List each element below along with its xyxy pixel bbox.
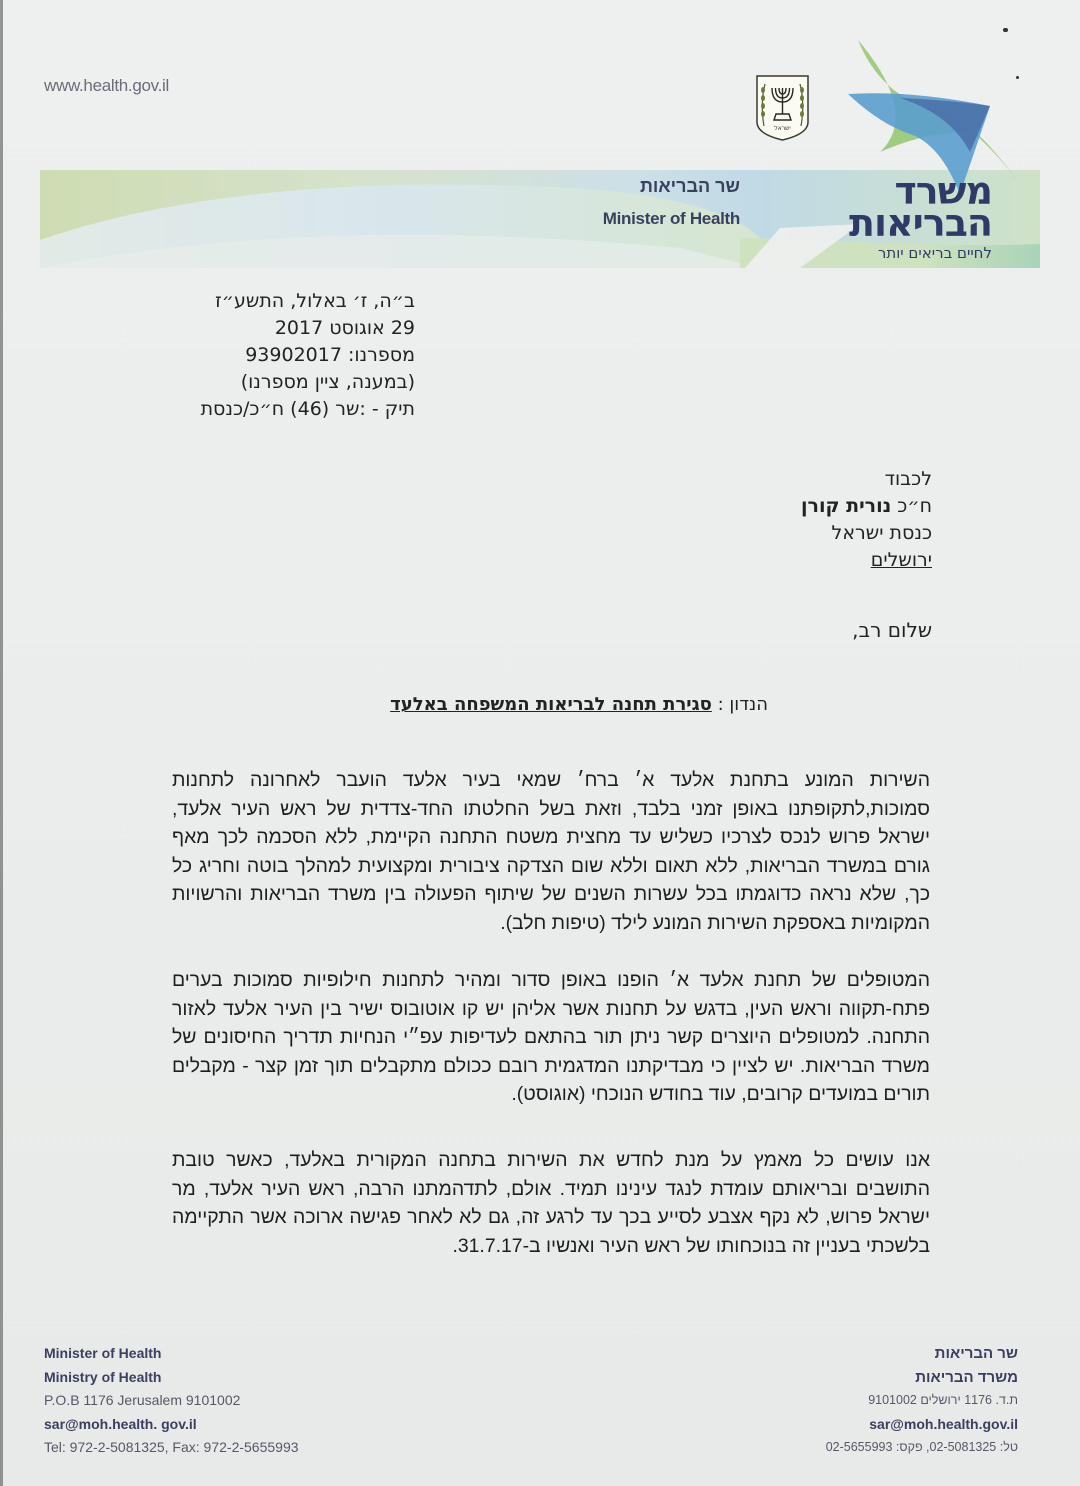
footer-english (44, 1342, 299, 1460)
website-url: www.health.gov.il (44, 76, 169, 95)
scan-speck (1003, 28, 1008, 32)
footer-minister-he: שר הבריאות (934, 1345, 1018, 1362)
gregorian-date: 29 אוגוסט 2017 (274, 317, 415, 339)
footer-ministry-en: Ministry of Health (44, 1368, 162, 1385)
file-reference: תיק - :שר (46) ח״כ/כנסת (200, 398, 415, 420)
reply-note: (במענה, ציין מספרנו) (240, 371, 415, 393)
hebrew-date: ב״ה, ז׳ באלול, התשע״ז (215, 290, 415, 312)
greeting: שלום רב, (852, 618, 932, 642)
logo-tagline: לחיים בריאים יותר (877, 244, 992, 262)
letter-metadata (170, 288, 415, 423)
minister-title-english: Minister of Health (602, 209, 740, 228)
subject-label: הנדון : (717, 694, 768, 715)
svg-text:ישראל: ישראל (774, 125, 791, 132)
footer-hebrew (826, 1342, 1018, 1460)
salutation: לכבוד (884, 468, 932, 490)
body-paragraph: אנו עושים כל מאמץ על מנת לחדש את השירות בתחנה המקורית באלעד, כאשר טובת התושבים ובריאותם עומדת לנגד עינינו תמיד. אולם, לתדהמתנו הרבה, ראש העיר אלעד, מר ישראל פרוש, לא נקף אצבע לסייע בכך עד לרגע זה, גם לא לאחר פגישה ארוכה אשר התקיימה בלשכתי בעניין זה בנוכחותו של ראש העיר ואנשיו ב-31.7.17. (172, 1149, 930, 1257)
ministry-logo-text (848, 169, 992, 262)
subject-line (390, 694, 768, 715)
addressee-name: נורית קורן (801, 495, 892, 517)
reference-number: מספרנו: 93902017 (245, 344, 415, 366)
addressee-institution: כנסת ישראל (831, 522, 932, 544)
footer-phones-en: Tel: 972-2-5081325, Fax: 972-2-5655993 (44, 1439, 299, 1455)
body-paragraph: המטופלים של תחנת אלעד א׳ הופנו באופן סדור ומהיר לתחנות חילופיות סמוכות בערים פתח-תקווה וראש העין, בדגש על תחנות אשר אליהן יש קו אוטובוס ישיר בין העיר אלעד לאזור התחנה. למטופלים היוצרים קשר ניתן תור בהתאם לעדיפות עפ״י הנחיות תדריך החיסונים של משרד הבריאות. יש לציין כי מבדיקתנו המדגמית רובם ככולם מתקבלים תוך זמן קצר - מקבלים תורים במועדים קרובים, עוד בחודש הנוכחי (אוגוסט). (172, 969, 930, 1105)
footer-phones-he: טל: 02-5081325, פקס: 02-5655993 (825, 1440, 1018, 1454)
scan-edge (0, 0, 3, 1486)
addressee-city: ירושלים (870, 549, 932, 571)
addressee-title: ח״כ (897, 495, 932, 517)
subject-title: סגירת תחנה לבריאות המשפחה באלעד (390, 694, 712, 715)
footer-minister-en: Minister of Health (44, 1345, 162, 1361)
footer-ministry-he: משרד הבריאות (915, 1368, 1018, 1386)
addressee-block (801, 466, 932, 574)
minister-title-hebrew: שר הבריאות (640, 176, 740, 196)
logo-title-line1: משרד (894, 169, 992, 213)
body-paragraph: השירות המונע בתחנת אלעד א׳ ברח׳ שמאי בעיר אלעד הועבר לאחרונה לתחנות סמוכות,לתקופתנו באופן זמני בלבד, וזאת בשל החלטתו החד-צדדית של ראש העיר אלעד, ישראל פרוש לנכס לצרכיו כשליש עד מחצית משטח התחנה הקיימת, ללא הסכמה לכך מאף גורם במשרד הבריאות, ללא תאום וללא שום הצדקה ציבורית ומקצועית למהלך בוטה וחריג כל כך, שלא נראה כדוגמתו בכל עשרות השנים של שיתוף הפעולה בין משרד הבריאות והרשויות המקומיות באספקת השירות המונע לילד (טיפות חלב). (172, 769, 930, 934)
footer-email-en[interactable]: sar@moh.health. gov.il (44, 1415, 197, 1432)
footer-email-he[interactable]: sar@moh.health.gov.il (869, 1415, 1018, 1432)
addressee-name-line (801, 493, 932, 520)
footer-address-he: ת.ד. 1176 ירושלים 9101002 (868, 1393, 1018, 1407)
state-emblem-icon (755, 74, 810, 142)
logo-title-line2: הבריאות (848, 201, 992, 245)
scan-speck (1016, 76, 1019, 79)
footer-address-en: P.O.B 1176 Jerusalem 9101002 (44, 1392, 241, 1408)
